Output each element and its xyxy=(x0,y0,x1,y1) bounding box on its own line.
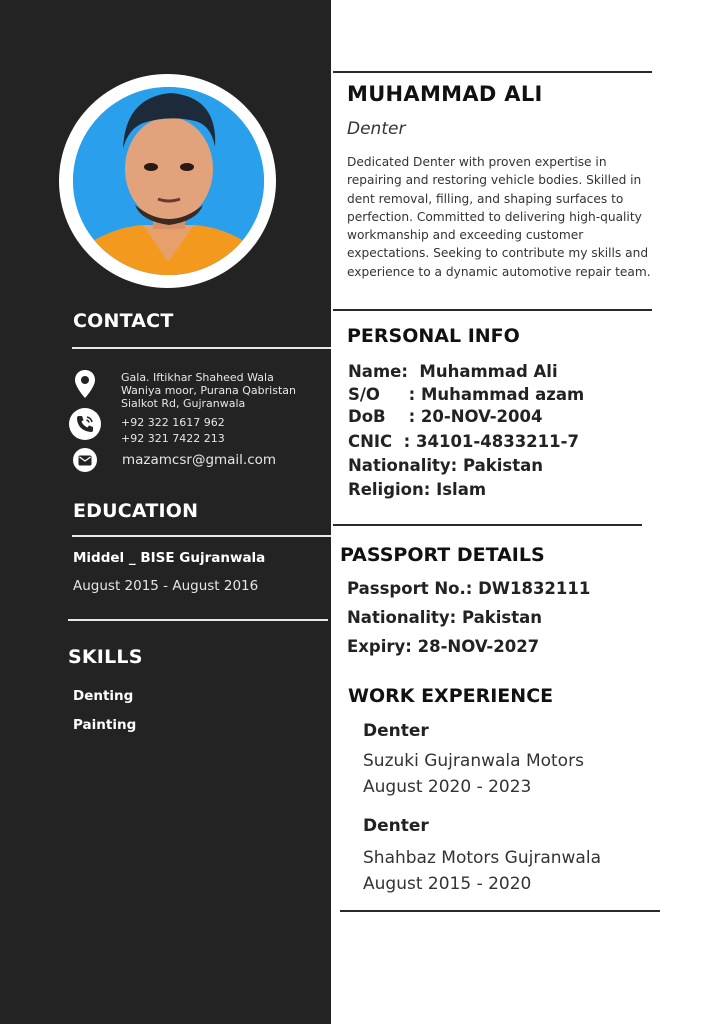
personal-info-cnic: CNIC : 34101-4833211-7 xyxy=(348,432,579,451)
work-bottom-rule xyxy=(340,910,660,912)
personal-info-religion: Religion: Islam xyxy=(348,480,487,499)
education-dates: August 2015 - August 2016 xyxy=(73,578,259,594)
education-heading: EDUCATION xyxy=(73,500,199,522)
address-line-2: Waniya moor, Purana Qabristan xyxy=(121,384,296,397)
job-dates: August 2020 - 2023 xyxy=(363,777,532,797)
phone-2[interactable]: +92 321 7422 213 xyxy=(121,432,225,445)
personal-info-dob: DoB : 20-NOV-2004 xyxy=(348,407,543,426)
location-pin-icon xyxy=(69,368,101,400)
education-divider xyxy=(72,535,331,537)
passport-heading: PASSPORT DETAILS xyxy=(340,544,545,566)
passport-nationality: Nationality: Pakistan xyxy=(347,608,543,627)
personal-info-heading: PERSONAL INFO xyxy=(347,325,520,347)
candidate-role: Denter xyxy=(347,119,406,139)
profile-photo xyxy=(73,87,264,275)
job-company: Suzuki Gujranwala Motors xyxy=(363,751,584,771)
passport-number: Passport No.: DW1832111 xyxy=(347,579,591,598)
phone-1[interactable]: +92 322 1617 962 xyxy=(121,416,225,429)
job-title: Denter xyxy=(363,721,429,741)
personal-info-nationality: Nationality: Pakistan xyxy=(348,456,544,475)
education-title: Middel _ BISE Gujranwala xyxy=(73,550,266,566)
skills-divider xyxy=(68,619,328,621)
work-experience-heading: WORK EXPERIENCE xyxy=(348,685,554,707)
summary-bottom-rule xyxy=(333,309,652,311)
skill-item: Denting xyxy=(73,688,134,704)
email-address[interactable]: mazamcsr@gmail.com xyxy=(122,452,277,468)
skills-heading: SKILLS xyxy=(68,646,143,668)
header-top-rule xyxy=(333,71,652,73)
personal-info-name: Name: Muhammad Ali xyxy=(348,362,558,381)
job-dates: August 2015 - 2020 xyxy=(363,874,532,894)
candidate-name: MUHAMMAD ALI xyxy=(347,82,543,106)
address-line-1: Gala. Iftikhar Shaheed Wala xyxy=(121,371,274,384)
profile-photo-illustration xyxy=(73,87,264,275)
personal-info-father: S/O : Muhammad azam xyxy=(348,385,585,404)
profile-summary: Dedicated Denter with proven expertise in repairing and restoring vehicle bodies. Skilled in dent removal, filling, and shaping surfaces to perfection. Committed to delivering high-quality workmanship and exceeding customer expectations. Seeking to contribute my skills and experience to a dynamic automotive repair team. xyxy=(347,155,651,279)
job-company: Shahbaz Motors Gujranwala xyxy=(363,848,601,868)
phone-icon xyxy=(69,408,101,440)
address-line-3: Sialkot Rd, Gujranwala xyxy=(121,397,246,410)
contact-divider xyxy=(72,347,331,349)
skill-item: Painting xyxy=(73,717,137,733)
email-icon xyxy=(73,448,97,472)
contact-heading: CONTACT xyxy=(73,310,174,332)
passport-expiry: Expiry: 28-NOV-2027 xyxy=(347,637,540,656)
personal-info-bottom-rule xyxy=(333,524,642,526)
job-title: Denter xyxy=(363,816,429,836)
